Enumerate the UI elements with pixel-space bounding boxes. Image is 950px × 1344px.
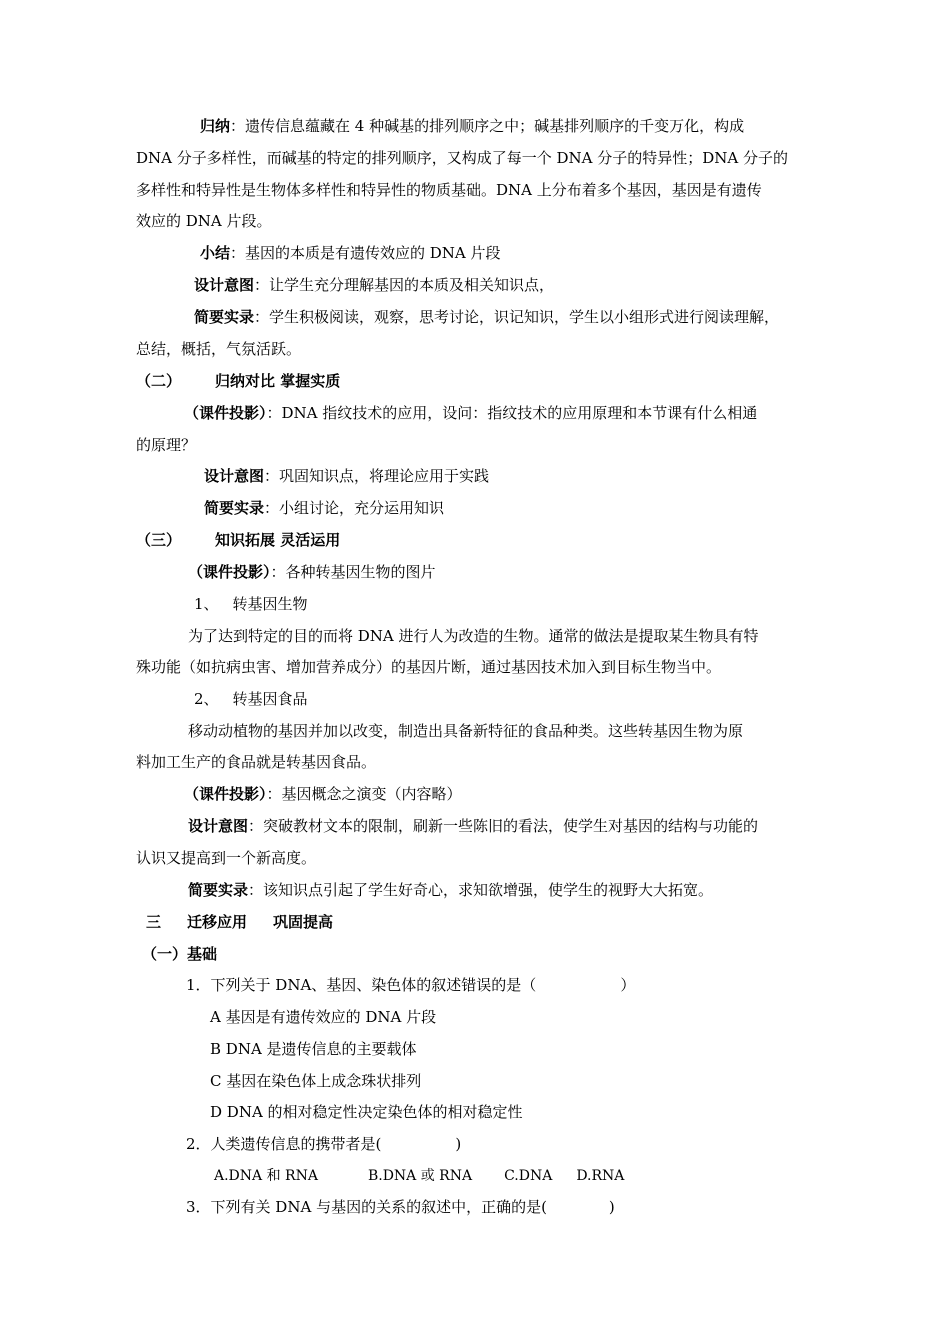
question-3 — [186, 1197, 615, 1217]
question-1-option-a: A 基因是有遗传效应的 DNA 片段 — [210, 1008, 437, 1026]
conclusion-label: 小结 — [200, 244, 231, 262]
section-title: 知识拓展 灵活运用 — [215, 531, 341, 549]
summary-line-4: 效应的 DNA 片段。 — [136, 212, 272, 230]
part-heading-3 — [146, 912, 333, 932]
conclusion — [200, 243, 501, 263]
item-2-line-2: 料加工生产的食品就是转基因食品。 — [136, 753, 377, 771]
brief-record-1-line-2: 总结，概括，气氛活跃。 — [136, 340, 302, 358]
part-title-2: 巩固提高 — [273, 913, 334, 931]
design-intent-label: 设计意图 — [188, 817, 249, 835]
design-intent-1 — [194, 275, 554, 295]
projection-1-line-1 — [184, 403, 757, 423]
projection-2 — [188, 562, 436, 582]
part-number: 三 — [146, 913, 162, 931]
brief-record-text: ：小组讨论，充分运用知识 — [264, 499, 445, 517]
question-1-option-d: D DNA 的相对稳定性决定染色体的相对稳定性 — [210, 1103, 523, 1121]
item-number: 1、 — [194, 595, 219, 613]
item-number: 2、 — [194, 690, 219, 708]
projection-label: （课件投影） — [184, 404, 267, 422]
part-title-1: 迁移应用 — [187, 913, 248, 931]
design-intent-3-line-2: 认识又提高到一个新高度。 — [136, 849, 317, 867]
design-intent-label: 设计意图 — [194, 276, 255, 294]
item-1-line-2: 殊功能（如抗病虫害、增加营养成分）的基因片断，通过基因技术加入到目标生物当中。 — [136, 658, 722, 676]
item-1-heading — [194, 594, 308, 614]
projection-text: ：DNA 指纹技术的应用，设问：指纹技术的应用原理和本节课有什么相通 — [266, 404, 758, 422]
question-2-options — [214, 1166, 624, 1186]
summary-line-3: 多样性和特异性是生物体多样性和特异性的物质基础。DNA 上分布着多个基因，基因是有遗传 — [136, 181, 762, 199]
brief-record-1-line-1 — [194, 307, 779, 327]
question-1 — [186, 975, 635, 995]
design-intent-text: ：让学生充分理解基因的本质及相关知识点， — [254, 276, 555, 294]
design-intent-text: ：巩固知识点，将理论应用于实践 — [264, 467, 490, 485]
item-1-line-1: 为了达到特定的目的而将 DNA 进行人为改造的生物。通常的做法是提取某生物具有特 — [188, 627, 759, 645]
brief-record-label: 简要实录 — [188, 881, 249, 899]
question-1-option-c: C 基因在染色体上成念珠状排列 — [210, 1072, 422, 1090]
basics-heading: （一）基础 — [142, 945, 218, 963]
question-close: ) — [455, 1135, 462, 1153]
question-2-option-c: C.DNA — [504, 1168, 553, 1184]
item-title: 转基因食品 — [232, 690, 308, 708]
projection-1-line-2: 的原理？ — [136, 436, 197, 454]
question-2 — [186, 1134, 461, 1154]
section-heading-2 — [136, 371, 340, 391]
question-close: ） — [620, 976, 636, 994]
projection-text: ：各种转基因生物的图片 — [270, 563, 436, 581]
brief-record-label: 简要实录 — [204, 499, 265, 517]
projection-3 — [184, 784, 462, 804]
design-intent-label: 设计意图 — [204, 467, 265, 485]
design-intent-3-line-1 — [188, 816, 758, 836]
item-2-line-1: 移动动植物的基因并加以改变，制造出具备新特征的食品种类。这些转基因生物为原 — [188, 722, 744, 740]
question-close: ) — [608, 1198, 615, 1216]
design-intent-text: ：突破教材文本的限制，刷新一些陈旧的看法，使学生对基因的结构与功能的 — [248, 817, 759, 835]
section-heading-3 — [136, 530, 340, 550]
question-2-option-b: B.DNA 或 RNA — [367, 1168, 473, 1184]
brief-record-3 — [188, 880, 713, 900]
summary-label: 归纳 — [200, 117, 231, 135]
summary-line-1 — [200, 116, 744, 136]
projection-label: （课件投影） — [188, 563, 271, 581]
conclusion-text: ：基因的本质是有遗传效应的 DNA 片段 — [230, 244, 501, 262]
question-stem: 2．人类遗传信息的携带者是( — [186, 1135, 382, 1153]
question-stem: 3．下列有关 DNA 与基因的关系的叙述中，正确的是( — [186, 1198, 547, 1216]
brief-record-text: ：学生积极阅读，观察，思考讨论，识记知识，学生以小组形式进行阅读理解， — [254, 308, 780, 326]
brief-record-2 — [204, 498, 444, 518]
brief-record-text: ：该知识点引起了学生好奇心，求知欲增强，使学生的视野大大拓宽。 — [248, 881, 714, 899]
summary-text-1: ：遗传信息蕴藏在 4 种碱基的排列顺序之中；碱基排列顺序的千变万化，构成 — [230, 117, 745, 135]
projection-label: （课件投影） — [184, 785, 267, 803]
item-title: 转基因生物 — [232, 595, 308, 613]
question-2-option-d: D.RNA — [576, 1168, 625, 1184]
item-2-heading — [194, 689, 308, 709]
section-number: （三） — [136, 531, 182, 549]
question-stem: 1．下列关于 DNA、基因、染色体的叙述错误的是（ — [186, 976, 537, 994]
question-1-option-b: B DNA 是遗传信息的主要载体 — [210, 1040, 417, 1058]
section-title: 归纳对比 掌握实质 — [215, 372, 341, 390]
brief-record-label: 简要实录 — [194, 308, 255, 326]
question-2-option-a: A.DNA 和 RNA — [214, 1168, 318, 1184]
section-number: （二） — [136, 372, 182, 390]
projection-text: ：基因概念之演变（内容略） — [266, 785, 462, 803]
design-intent-2 — [204, 466, 489, 486]
summary-line-2: DNA 分子多样性，而碱基的特定的排列顺序，又构成了每一个 DNA 分子的特异性；DNA 分子的 — [136, 149, 789, 167]
